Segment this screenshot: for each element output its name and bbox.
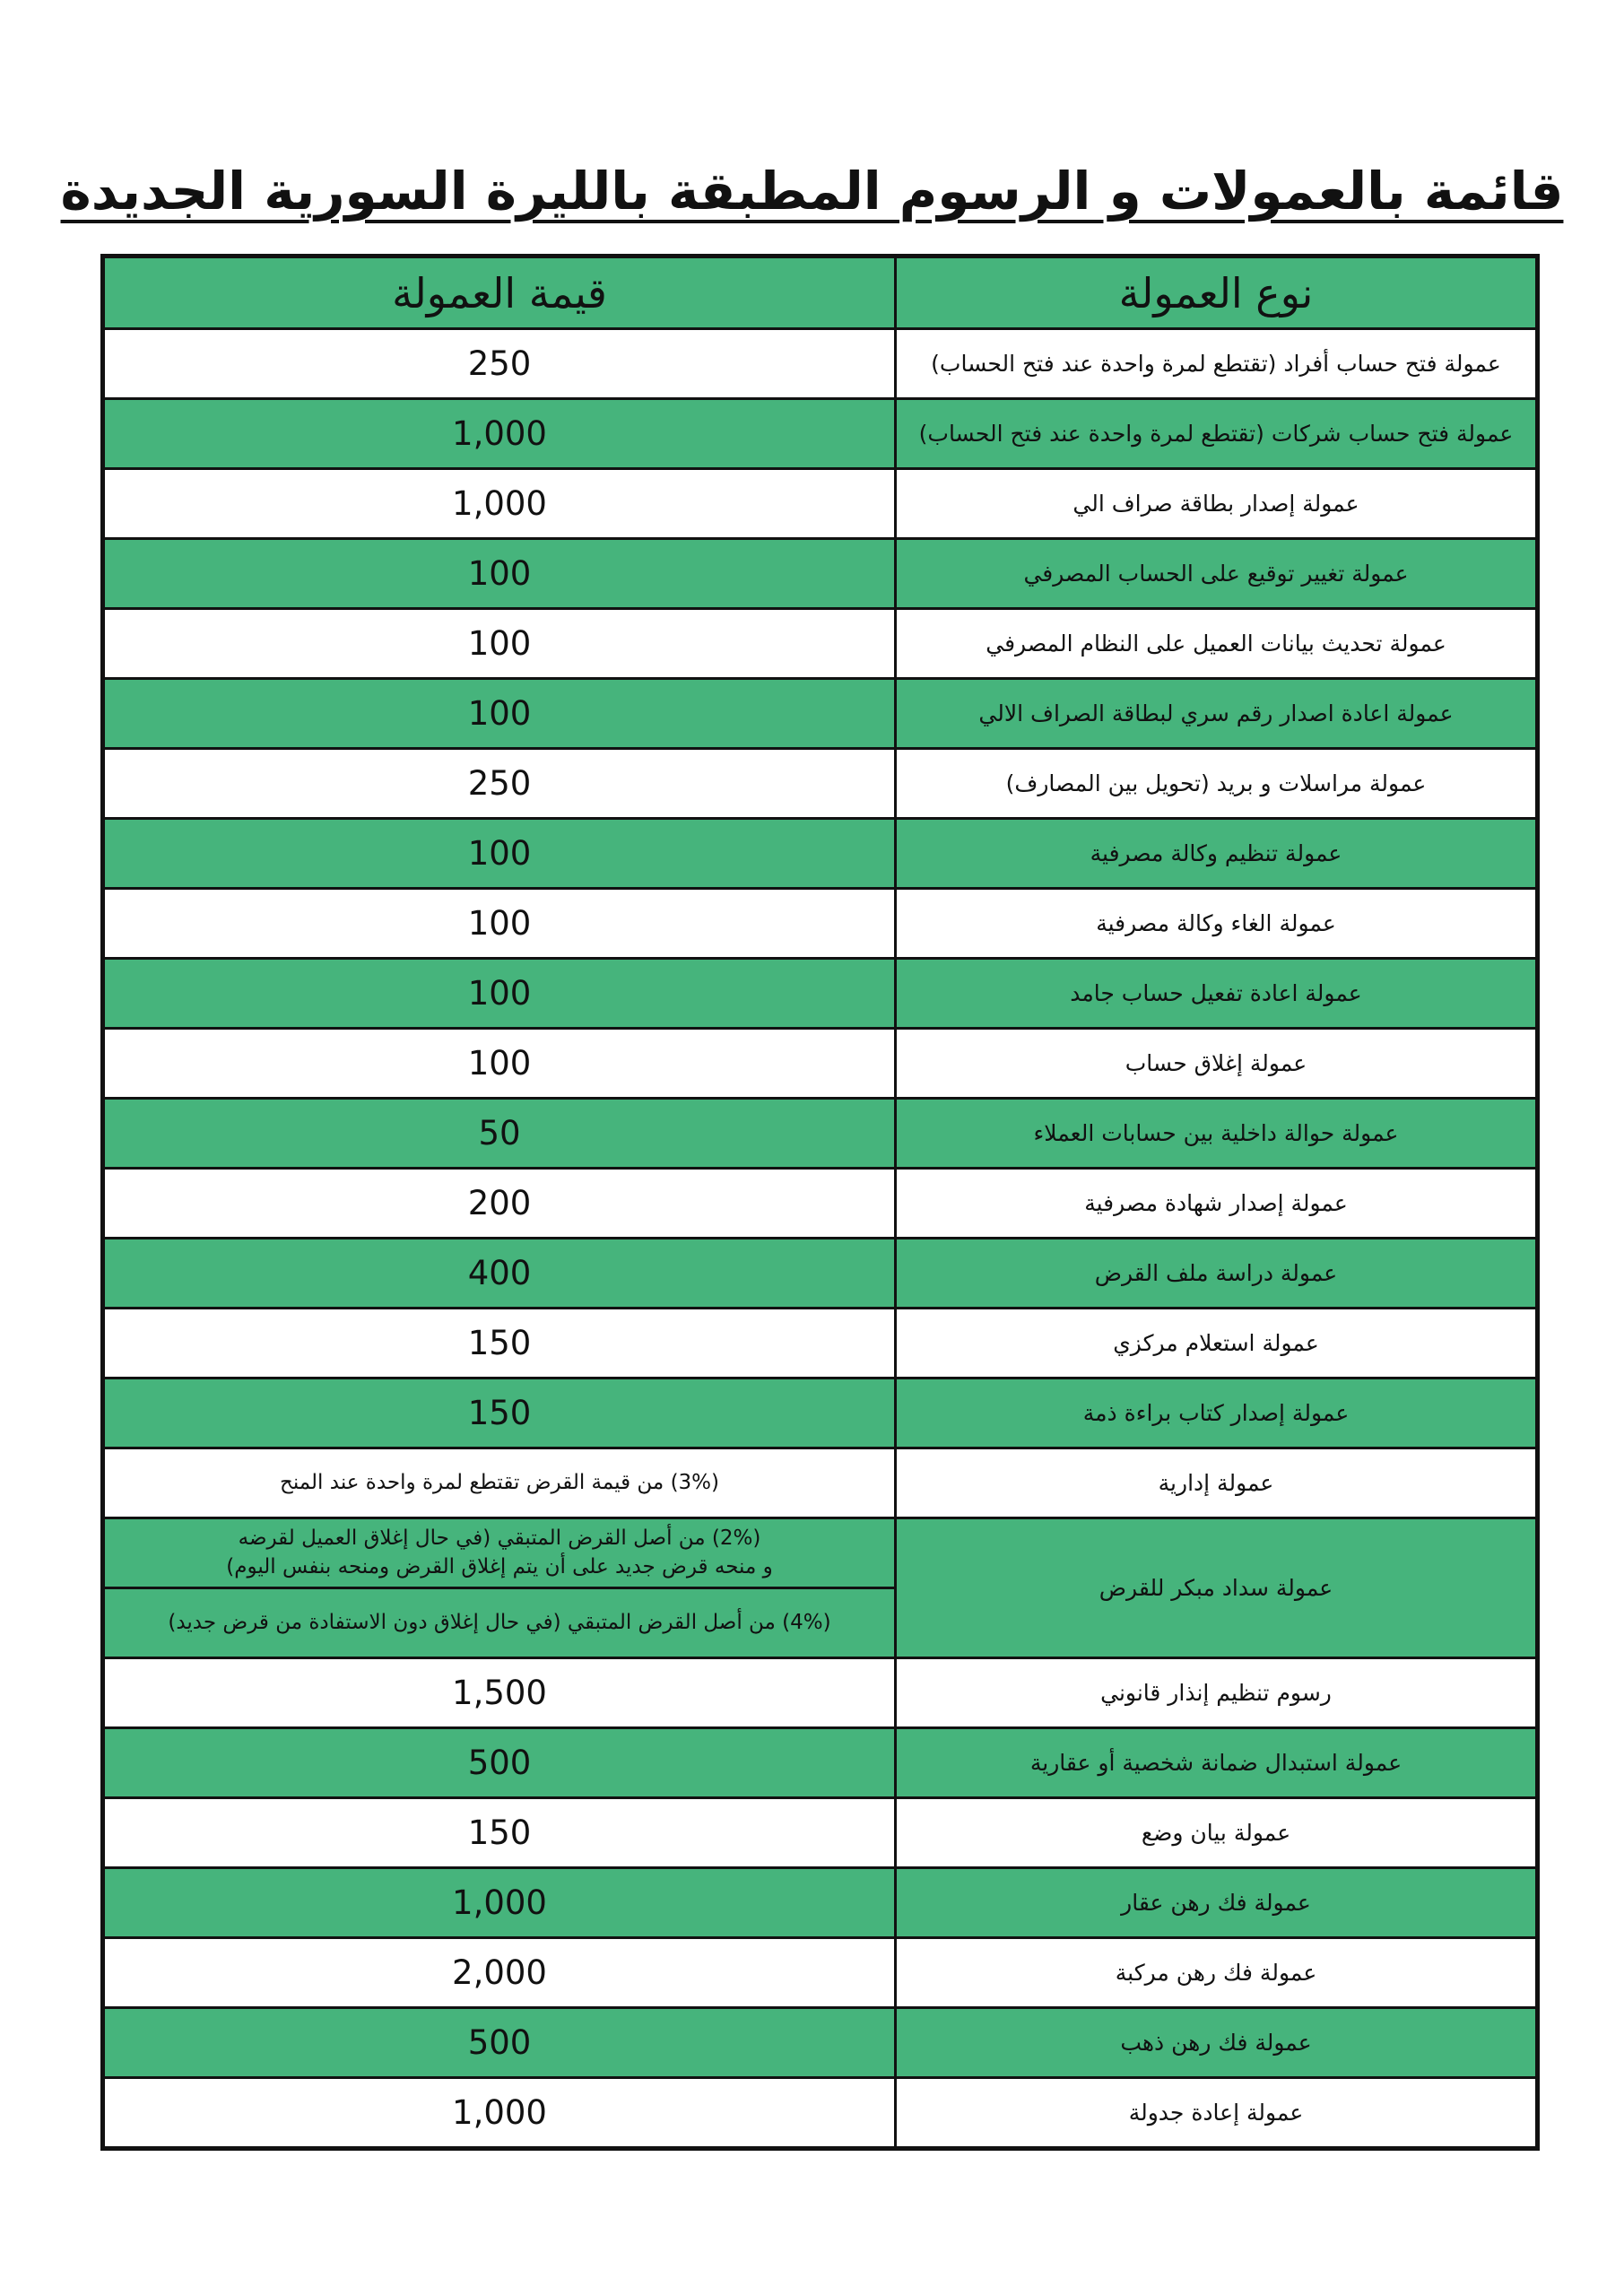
commission-type-cell: عمولة استبدال ضمانة شخصية أو عقارية: [896, 1728, 1538, 1798]
commission-value-cell: 100: [103, 609, 896, 679]
commission-value-cell: 100: [103, 1029, 896, 1099]
table-row: [103, 469, 1538, 539]
table-row: [103, 1099, 1538, 1169]
commission-type-cell: عمولة فك رهن مركبة: [896, 1938, 1538, 2008]
table-row: [103, 1378, 1538, 1448]
commission-type-cell: عمولة تنظيم وكالة مصرفية: [896, 819, 1538, 889]
page-title: قائمة بالعمولات و الرسوم المطبقة بالليرة السورية الجديدة: [60, 160, 1564, 222]
early-repayment-option-2: (4%) من أصل القرض المتبقي (في حال إغلاق دون الاستفادة من قرض جديد): [103, 1588, 896, 1658]
commission-value-cell: (3%) من قيمة القرض تقتطع لمرة واحدة عند المنح: [103, 1448, 896, 1518]
commission-value-cell: 100: [103, 959, 896, 1029]
commission-type-cell: عمولة بيان وضع: [896, 1798, 1538, 1868]
table-row: [103, 2008, 1538, 2078]
commission-type-cell: عمولة فتح حساب شركات (تقتطع لمرة واحدة عند فتح الحساب): [896, 399, 1538, 469]
commission-value-cell: 200: [103, 1169, 896, 1239]
table-row: [103, 959, 1538, 1029]
commission-value-cell: 500: [103, 2008, 896, 2078]
table-row: [103, 329, 1538, 399]
table-row: [103, 889, 1538, 959]
table-row: [103, 1029, 1538, 1099]
commission-value-cell: 1,000: [103, 1868, 896, 1938]
commission-type-cell: عمولة إصدار كتاب براءة ذمة: [896, 1378, 1538, 1448]
commission-type-cell: عمولة إدارية: [896, 1448, 1538, 1518]
header-commission-value: قيمة العمولة: [103, 257, 896, 329]
table-row: [103, 1658, 1538, 1728]
commission-type-cell: عمولة إغلاق حساب: [896, 1029, 1538, 1099]
table-row: [103, 1448, 1538, 1518]
commission-value-cell: 1,000: [103, 399, 896, 469]
commission-type-cell: رسوم تنظيم إنذار قانوني: [896, 1658, 1538, 1728]
table-row: [103, 1938, 1538, 2008]
commission-value-cell: 150: [103, 1378, 896, 1448]
table-header-row: [103, 257, 1538, 329]
table-row: [103, 1728, 1538, 1798]
table-row: [103, 679, 1538, 749]
early-repayment-type-cell: عمولة سداد مبكر للقرض: [896, 1518, 1538, 1658]
commission-value-cell: 150: [103, 1309, 896, 1378]
fees-table: [100, 254, 1540, 2151]
commission-type-cell: عمولة استعلام مركزي: [896, 1309, 1538, 1378]
early-repayment-row-1: [103, 1518, 1538, 1588]
table-row: [103, 819, 1538, 889]
commission-value-cell: 500: [103, 1728, 896, 1798]
commission-value-cell: 100: [103, 679, 896, 749]
commission-value-cell: 100: [103, 539, 896, 609]
commission-value-cell: 250: [103, 329, 896, 399]
table-row: [103, 1169, 1538, 1239]
commission-value-cell: 150: [103, 1798, 896, 1868]
commission-type-cell: عمولة تغيير توقيع على الحساب المصرفي: [896, 539, 1538, 609]
table-row: [103, 1239, 1538, 1309]
table-row: [103, 609, 1538, 679]
commission-type-cell: عمولة الغاء وكالة مصرفية: [896, 889, 1538, 959]
commission-type-cell: عمولة دراسة ملف القرض: [896, 1239, 1538, 1309]
commission-value-cell: 2,000: [103, 1938, 896, 2008]
commission-value-cell: 1,000: [103, 2078, 896, 2149]
commission-type-cell: عمولة إعادة جدولة: [896, 2078, 1538, 2149]
commission-type-cell: عمولة إصدار بطاقة صراف الي: [896, 469, 1538, 539]
commission-type-cell: عمولة اعادة اصدار رقم سري لبطاقة الصراف الالي: [896, 679, 1538, 749]
table-row: [103, 539, 1538, 609]
commission-type-cell: عمولة حوالة داخلية بين حسابات العملاء: [896, 1099, 1538, 1169]
commission-type-cell: عمولة فتح حساب أفراد (تقتطع لمرة واحدة عند فتح الحساب): [896, 329, 1538, 399]
table-row: [103, 1798, 1538, 1868]
early-repayment-option-1-line-1: (2%) من أصل القرض المتبقي (في حال إغلاق العميل لقرضه: [238, 1526, 761, 1551]
early-repayment-option-1-line-2: و منحه قرض جديد على أن يتم إغلاق القرض ومنحه بنفس اليوم): [226, 1554, 773, 1578]
commission-value-cell: 100: [103, 889, 896, 959]
table-row: [103, 399, 1538, 469]
commission-value-cell: 1,500: [103, 1658, 896, 1728]
commission-value-cell: 100: [103, 819, 896, 889]
table-row: [103, 2078, 1538, 2149]
commission-value-cell: 1,000: [103, 469, 896, 539]
commission-type-cell: عمولة تحديث بيانات العميل على النظام المصرفي: [896, 609, 1538, 679]
commission-type-cell: عمولة مراسلات و بريد (تحويل بين المصارف): [896, 749, 1538, 819]
table-row: [103, 1309, 1538, 1378]
commission-type-cell: عمولة اعادة تفعيل حساب جامد: [896, 959, 1538, 1029]
commission-type-cell: عمولة إصدار شهادة مصرفية: [896, 1169, 1538, 1239]
commission-value-cell: 400: [103, 1239, 896, 1309]
table-row: [103, 1868, 1538, 1938]
commission-value-cell: 50: [103, 1099, 896, 1169]
table-row: [103, 749, 1538, 819]
commission-type-cell: عمولة فك رهن ذهب: [896, 2008, 1538, 2078]
commission-value-cell: 250: [103, 749, 896, 819]
early-repayment-option-1: [103, 1518, 896, 1588]
header-commission-type: نوع العمولة: [896, 257, 1538, 329]
commission-type-cell: عمولة فك رهن عقار: [896, 1868, 1538, 1938]
